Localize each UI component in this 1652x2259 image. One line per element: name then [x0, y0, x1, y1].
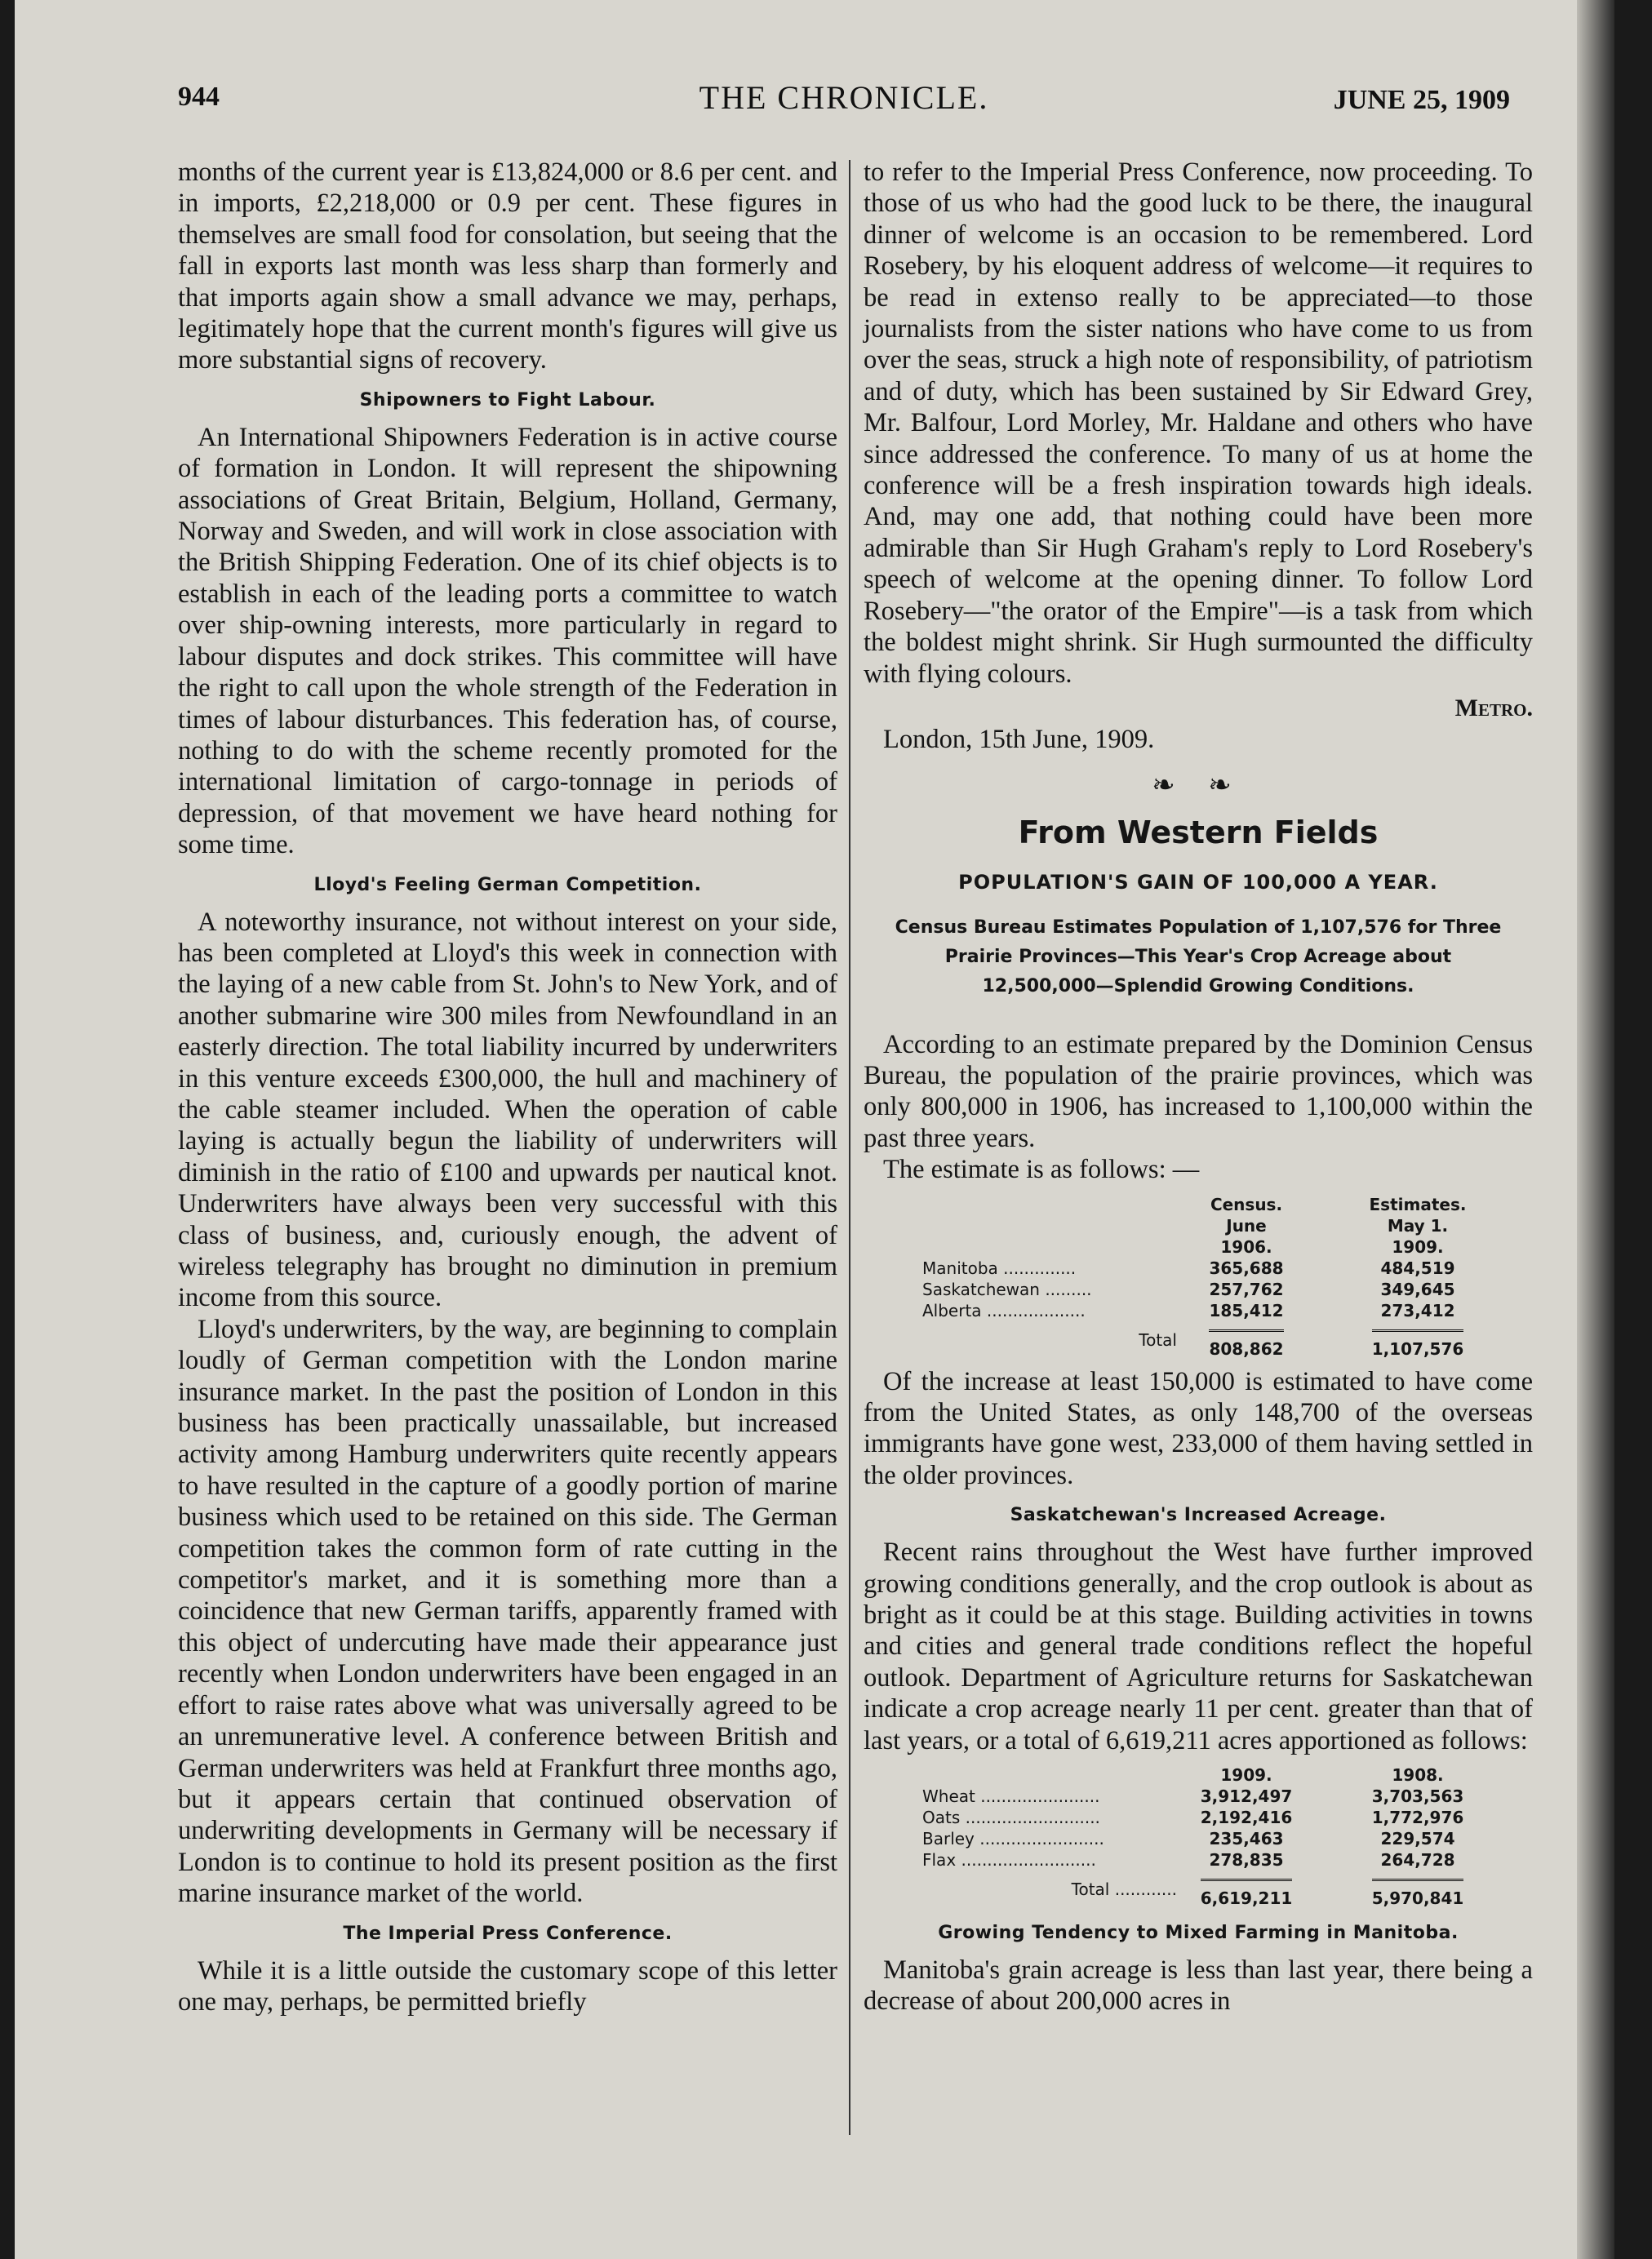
table-row	[922, 1300, 1479, 1321]
cell-value: 484,519	[1380, 1258, 1455, 1278]
row-label: Flax ..........................	[922, 1850, 1096, 1871]
cell-value: 2,192,416	[1200, 1808, 1293, 1828]
table-column-header: 1906.	[1220, 1236, 1272, 1257]
row-label: Alberta ...................	[922, 1300, 1086, 1320]
table-total-row	[922, 1321, 1479, 1360]
cell-value: 3,912,497	[1200, 1786, 1293, 1807]
page-edge-shadow	[1577, 0, 1614, 2259]
cell-value: 229,574	[1380, 1829, 1455, 1849]
paragraph: While it is a little outside the customary scope of this letter one may, perhaps, be permitted briefly	[178, 1955, 837, 2017]
table-column-header: Estimates.	[1369, 1194, 1467, 1214]
publication-title: THE CHRONICLE.	[699, 79, 989, 116]
section-heading: Lloyd's Feeling German Competition.	[313, 874, 702, 895]
population-table	[922, 1194, 1479, 1360]
table-row	[922, 1807, 1479, 1828]
cell-value: 185,412	[1209, 1300, 1284, 1320]
cell-value: 278,835	[1209, 1850, 1284, 1871]
cell-value: 3,703,563	[1371, 1786, 1464, 1807]
cell-value: 257,762	[1209, 1279, 1284, 1299]
column-rule	[849, 160, 850, 2135]
paragraph: months of the current year is £13,824,000 or 8.6 per cent. and in imports, £2,218,000 or 0.9 per cent. These figures in themselves are small food for consolation, but seeing that the fall in exports last month was less sharp than formerly and that imports again show a small advance we may, perhaps, legitimately hope that the current month's figures will give us more substantial signs of recovery.	[178, 158, 837, 375]
cell-value: 1,772,976	[1371, 1808, 1464, 1828]
cell-value: 365,688	[1209, 1258, 1284, 1278]
table-total-row	[922, 1871, 1479, 1909]
table-column-header: 1909.	[1392, 1236, 1444, 1257]
row-label: Oats ..........................	[922, 1808, 1100, 1828]
cell-value: 808,862	[1209, 1329, 1283, 1360]
issue-date: JUNE 25, 1909	[1333, 85, 1510, 115]
table-row	[922, 1258, 1479, 1279]
row-label: Manitoba ..............	[922, 1258, 1077, 1278]
table-column-header: 1909.	[1220, 1765, 1272, 1786]
section-heading: Shipowners to Fight Labour.	[359, 389, 656, 411]
cell-value: 6,619,211	[1201, 1879, 1293, 1909]
row-label: Saskatchewan .........	[922, 1279, 1092, 1299]
table-header-row	[922, 1215, 1479, 1236]
cell-value: 235,463	[1209, 1829, 1284, 1849]
running-header	[178, 70, 1510, 119]
ornament: ❧ ❧	[1152, 770, 1245, 801]
section-heading: Growing Tendency to Mixed Farming in Manitoba.	[938, 1923, 1459, 1944]
table-header-row	[922, 1236, 1479, 1258]
right-column	[864, 157, 1533, 2017]
table-column-header: May 1.	[1387, 1215, 1449, 1236]
row-label: Barley ........................	[922, 1829, 1104, 1849]
paragraph: to refer to the Imperial Press Conference, now proceeding. To those of us who had the good luck to be there, the inaugural dinner of welcome is an occasion to be remembered. Lord Rosebery, by his eloquent address of welcome—it requires to be read in extenso really to be appreciated—to those journalists from the sister nations who have come to us from over the seas, struck a high note of responsibility, of patriotism and of duty, which has been sustained by Sir Edward Grey, Mr. Balfour, Lord Morley, Mr. Haldane and others who have since addressed the conference. To many of us at home the conference will be a fresh inspiration towards high ideals. And, may one add, that nothing could have been more admirable than Sir Hugh Graham's reply to Lord Rosebery's speech of welcome at the opening dinner. To follow Lord Rosebery—"the orator of the Empire"—is a task from which the boldest might shrink. Sir Hugh surmounted the difficulty with flying colours.	[864, 158, 1533, 689]
page-number: 944	[178, 82, 220, 112]
signature: Metro.	[1454, 694, 1533, 721]
article-deck: Census Bureau Estimates Population of 1,107,576 for Three Prairie Provinces—This Year's Crop Acreage about 12,500,000—Splendid Growing Conditions.	[895, 916, 1502, 996]
table-column-header: June	[1226, 1215, 1267, 1236]
article-title: From Western Fields	[1018, 814, 1379, 851]
cell-value: 1,107,576	[1372, 1329, 1464, 1360]
table-column-header: 1908.	[1392, 1765, 1444, 1786]
table-row	[922, 1279, 1479, 1300]
paragraph: A noteworthy insurance, not without interest on your side, has been completed at Lloyd's this week in connection with the laying of a new cable from St. John's to New York, and of another submarine wire 300 miles from Newfoundland in an easterly direction. The total liability incurred by underwriters in this venture exceeds £300,000, the hull and machinery of the cable steamer included. When the operation of cable laying is actually begun the liability of underwriters will diminish in the ratio of £100 and upwards per nautical knot. Underwriters have always been very successful with this class of business, and, curiously enough, the advent of wireless telegraphy has brought no diminution in premium income from this source.	[178, 907, 837, 1313]
table-row	[922, 1849, 1479, 1871]
paragraph: Lloyd's underwriters, by the way, are beginning to complain loudly of German competition with the London marine insurance market. In the past the position of London in this business has been practically unassailable, but increased activity among Hamburg underwriters quite recently appears to have resulted in the capture of a goodly portion of marine business which used to be retained on this side. The German competition takes the common form of rate cutting in the competitor's market, and it is something more than a coincidence that new German tariffs, apparently framed with this object of undercuting have made their appearance just recently when London underwriters have been engaged in an effort to raise rates above what was universally agreed to be an unremunerative level. A conference between British and German underwriters was held at Frankfurt three months ago, but it appears certain that continued observation of underwriting developments in Germany will be necessary if London is to continue to hold its present position as the first marine insurance market of the world.	[178, 1314, 837, 1909]
article-headline: POPULATION'S GAIN OF 100,000 A YEAR.	[958, 871, 1438, 894]
crop-acreage-table	[922, 1764, 1479, 1909]
cell-value: 264,728	[1380, 1850, 1455, 1871]
table-row	[922, 1786, 1479, 1807]
row-label: Total ............	[1071, 1880, 1177, 1900]
table-header-row	[922, 1194, 1479, 1215]
paragraph: An International Shipowners Federation is in active course of formation in London. It will represent the shipowning associations of Great Britain, Belgium, Holland, Germany, Norway and Sweden, and will work in close association with the British Shipping Federation. One of its chief objects is to establish in each of the leading ports a committee to watch over ship-owning interests, more particularly in regard to labour disputes and dock strikes. This committee will have the right to call upon the whole strength of the Federation in times of labour disturbances. This federation has, of course, nothing to do with the scheme recently promoted for the international limitation of cargo-tonnage in periods of depression, of that movement we have heard nothing for some time.	[178, 422, 837, 860]
row-label: Total	[1139, 1329, 1177, 1350]
paragraph: Of the increase at least 150,000 is estimated to have come from the United States, as only 148,700 of the overseas immigrants have gone west, 233,000 of them having settled in the older provinces.	[864, 1366, 1533, 1490]
left-column	[178, 157, 837, 2017]
cell-value: 273,412	[1380, 1300, 1455, 1320]
section-heading: The Imperial Press Conference.	[343, 1923, 673, 1944]
dateline: London, 15th June, 1909.	[883, 725, 1155, 755]
paragraph: Recent rains throughout the West have further improved growing conditions generally, and the crop outlook is about as bright as it could be at this stage. Building activities in towns and cities and general trade conditions reflect the hopeful outlook. Department of Agriculture returns for Saskatchewan indicate a crop acreage nearly 11 per cent. greater than that of last years, or a total of 6,619,211 acres apportioned as follows:	[864, 1538, 1533, 1755]
table-header-row	[922, 1764, 1479, 1786]
row-label: Wheat .......................	[922, 1786, 1100, 1807]
paragraph: According to an estimate prepared by the Dominion Census Bureau, the population of the prairie provinces, which was only 800,000 in 1906, has increased to 1,100,000 within the past three years.	[864, 1029, 1533, 1153]
cell-value: 349,645	[1380, 1279, 1455, 1299]
paragraph: Manitoba's grain acreage is less than last year, there being a decrease of about 200,000 acres in	[864, 1955, 1533, 2017]
table-row	[922, 1828, 1479, 1849]
newspaper-page	[15, 0, 1614, 2259]
table-column-header: Census.	[1210, 1194, 1283, 1214]
section-heading: Saskatchewan's Increased Acreage.	[1010, 1505, 1387, 1526]
cell-value: 5,970,841	[1372, 1879, 1464, 1909]
paragraph: The estimate is as follows: —	[883, 1155, 1200, 1185]
